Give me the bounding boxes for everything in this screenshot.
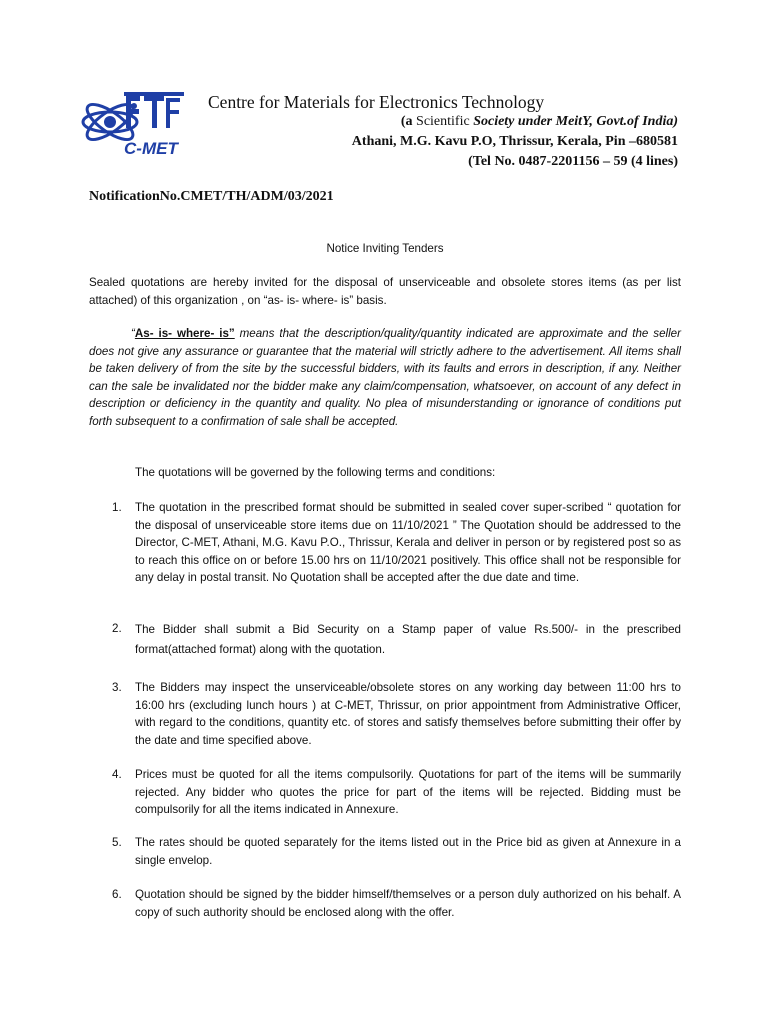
intro-paragraph: Sealed quotations are hereby invited for the disposal of unserviceable and obsolete stores items (as per list attached) of this organization , on “as- is- where- is” basis. [89,276,681,307]
list-item-text: The rates should be quoted separately for the items listed out in the Price bid as given at Annexure in a single envelop. [135,836,681,867]
list-item-text: The quotation in the prescribed format should be submitted in sealed cover super-scribed “ quotation for the disposal of unserviceable store items due on 11/10/2021 ” The Quotation should be addressed to the Director, C-MET, Athani, M.G. Kavu P.O., Thrissur, Kerala and deliver in person or by registered post so as to reach this office on or before 15.00 hrs on 11/10/2021 positively. This office shall not be responsible for any delay in postal transit. No Quotation shall be accepted after the due date and time. [135,501,681,584]
list-item-text: Quotation should be signed by the bidder himself/themselves or a person duly authorized on his behalf. A copy of such authority should be enclosed along with the offer. [135,888,681,919]
list-item-number: 5. [112,836,122,849]
org-title: Centre for Materials for Electronics Technology [208,92,545,112]
org-subtitle-scientific: Scientific [416,114,474,129]
notification-number: NotificationNo.CMET/TH/ADM/03/2021 [89,189,334,204]
list-item-text: The Bidders may inspect the unserviceable/obsolete stores on any working day between 11:00 hrs to 16:00 hrs (excluding lunch hours ) at C-MET, Thrissur, on prior appointment from Administrative Officer, with regard to the conditions, quantity etc. of stores and satisfy themselves before submitting their offer by the date and time specified above. [135,681,681,747]
org-address: Athani, M.G. Kavu P.O, Thrissur, Kerala, Pin –680581 [351,134,678,149]
notice-title: Notice Inviting Tenders [326,242,444,255]
list-item-number: 4. [112,768,122,781]
as-is-text: means that the description/quality/quantity indicated are approximate and the seller does not give any assurance or guarantee that the material will strictly adhere to the advertisement. All items shall be taken delivery of from the site by the successful bidders, with its faults and errors in description, if any. Neither can the sale be invalidated nor the bidder make any claim/compensation, whatsoever, on account of any defect in description or deficiency in the quantity and quality. No plea of misunderstanding or ignorance of conditions put forth subsequent to a confirmation of sale shall be accepted. [89,327,681,428]
org-subtitle-rest: Society under MeitY, Govt.of India) [473,114,678,129]
as-is-term: As- is- where- is” [134,327,235,340]
terms-intro: The quotations will be governed by the following terms and conditions: [135,466,496,479]
org-phone: (Tel No. 0487-2201156 – 59 (4 lines) [468,154,678,169]
list-item-text: The Bidder shall submit a Bid Security on a Stamp paper of value Rs.500/- in the prescribed format(attached format) along with the quotation. [135,623,681,656]
as-is-paragraph [89,325,681,430]
org-subtitle [401,114,678,130]
list-item-number: 2. [112,622,122,635]
list-item-number: 3. [112,681,122,694]
as-is-open-quote: “ [131,327,135,340]
list-item-text: Prices must be quoted for all the items compulsorily. Quotations for part of the items will be summarily rejected. Any bidder who quotes the price for part of the items will be rejected. Bidding must be compulsorily for all the items indicated in Annexure. [135,768,681,816]
cmet-atom-logo-icon [80,80,190,160]
org-subtitle-prefix: (a [400,114,417,129]
list-item-number: 1. [112,501,122,514]
logo-text: C-MET [124,139,178,158]
list-item-number: 6. [112,888,122,901]
